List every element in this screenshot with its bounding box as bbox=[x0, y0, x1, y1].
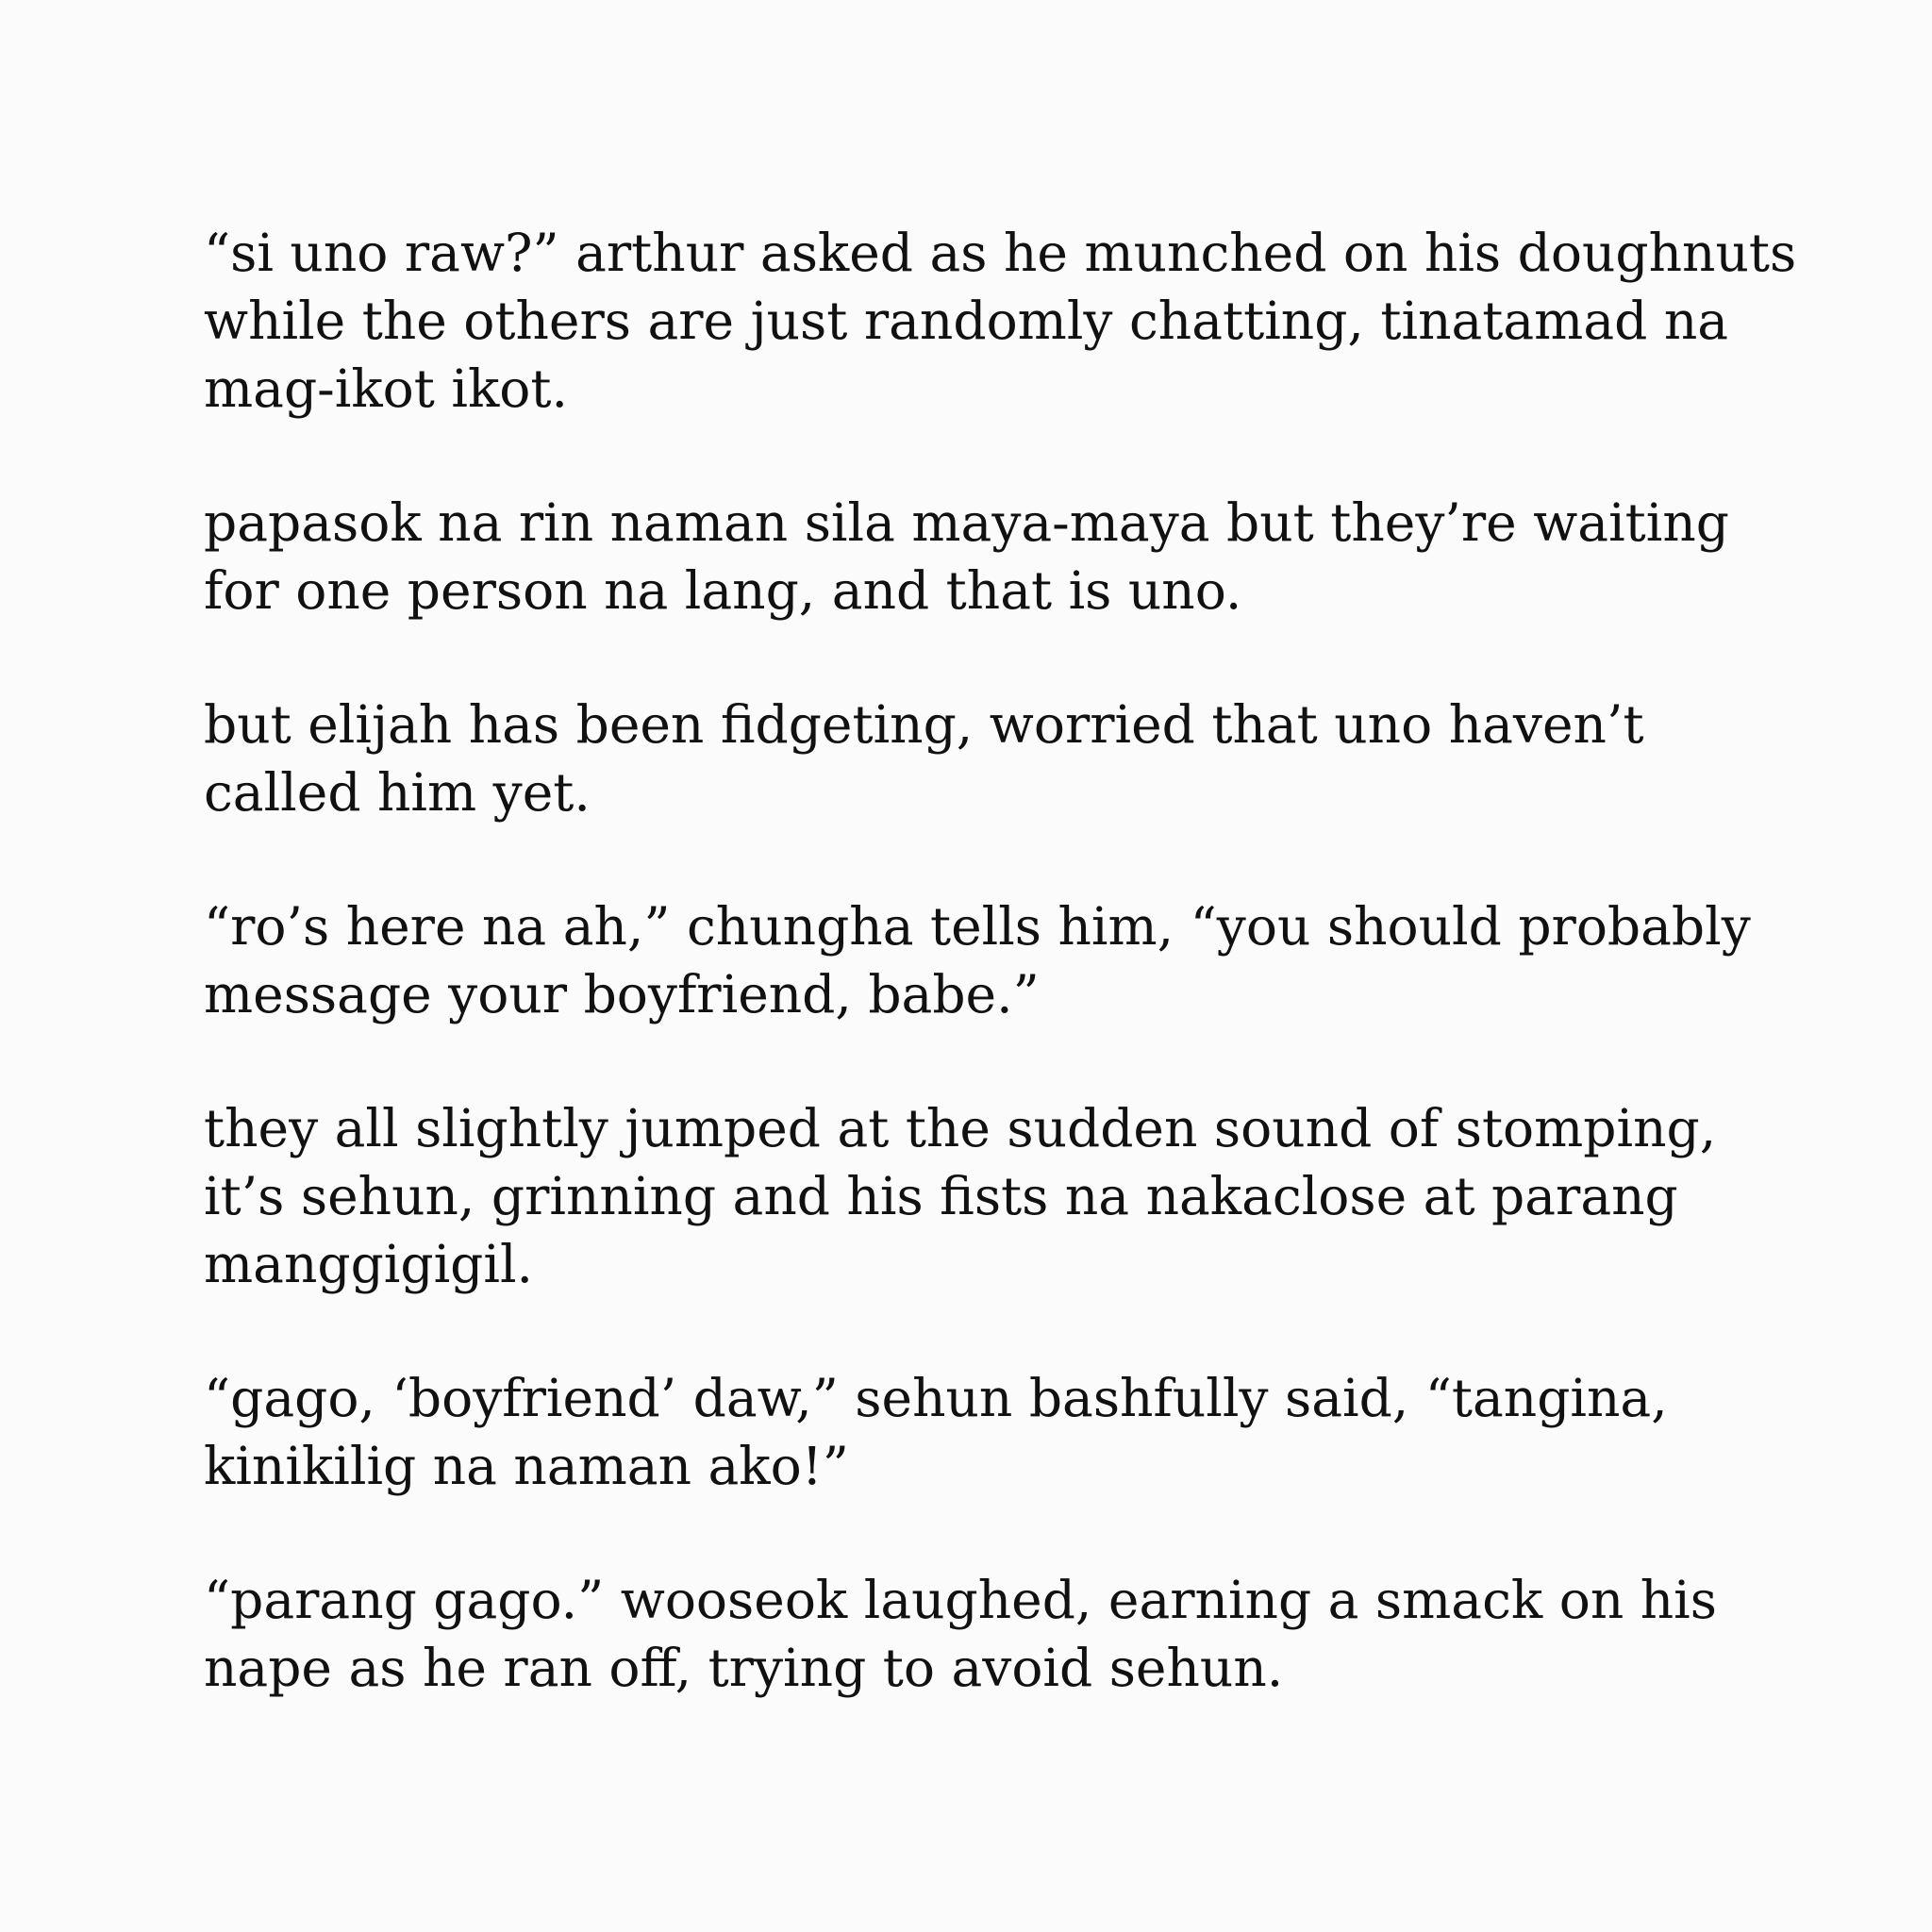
story-text bbox=[204, 219, 1797, 1768]
text-line: for one person na lang, and that is uno. bbox=[204, 560, 1242, 621]
text-line: called him yet. bbox=[204, 762, 591, 823]
text-line: nape as he ran off, trying to avoid sehun. bbox=[204, 1638, 1284, 1698]
paragraph-4 bbox=[204, 892, 1751, 1028]
text-line: “gago, ‘boyfriend’ daw,” sehun bashfully said, “tangina, bbox=[204, 1368, 1668, 1428]
text-line: message your boyfriend, babe.” bbox=[204, 964, 1040, 1024]
paragraph-5 bbox=[204, 1094, 1751, 1298]
paragraph-3 bbox=[204, 691, 1751, 826]
text-line: it’s sehun, grinning and his fists na nakaclose at parang bbox=[204, 1166, 1678, 1226]
paragraph-1 bbox=[204, 219, 1797, 423]
paragraph-6 bbox=[204, 1364, 1751, 1500]
text-line: manggigigil. bbox=[204, 1234, 534, 1294]
text-line: kinikilig na naman ako!” bbox=[204, 1436, 849, 1496]
paragraph-7 bbox=[204, 1566, 1751, 1702]
text-line: mag-ikot ikot. bbox=[204, 358, 568, 419]
text-line: papasok na rin naman sila maya-maya but they’re waiting bbox=[204, 492, 1729, 553]
text-line: “ro’s here na ah,” chungha tells him, “you should probably bbox=[204, 896, 1751, 957]
text-line: they all slightly jumped at the sudden sound of stomping, bbox=[204, 1098, 1717, 1158]
text-line: while the others are just randomly chatting, tinatamad na bbox=[204, 291, 1729, 351]
paragraph-2 bbox=[204, 489, 1751, 625]
text-line: but elijah has been fidgeting, worried that uno haven’t bbox=[204, 694, 1644, 755]
text-line: “si uno raw?” arthur asked as he munched on his doughnuts bbox=[204, 223, 1797, 283]
text-line: “parang gago.” wooseok laughed, earning a smack on his bbox=[204, 1570, 1717, 1630]
